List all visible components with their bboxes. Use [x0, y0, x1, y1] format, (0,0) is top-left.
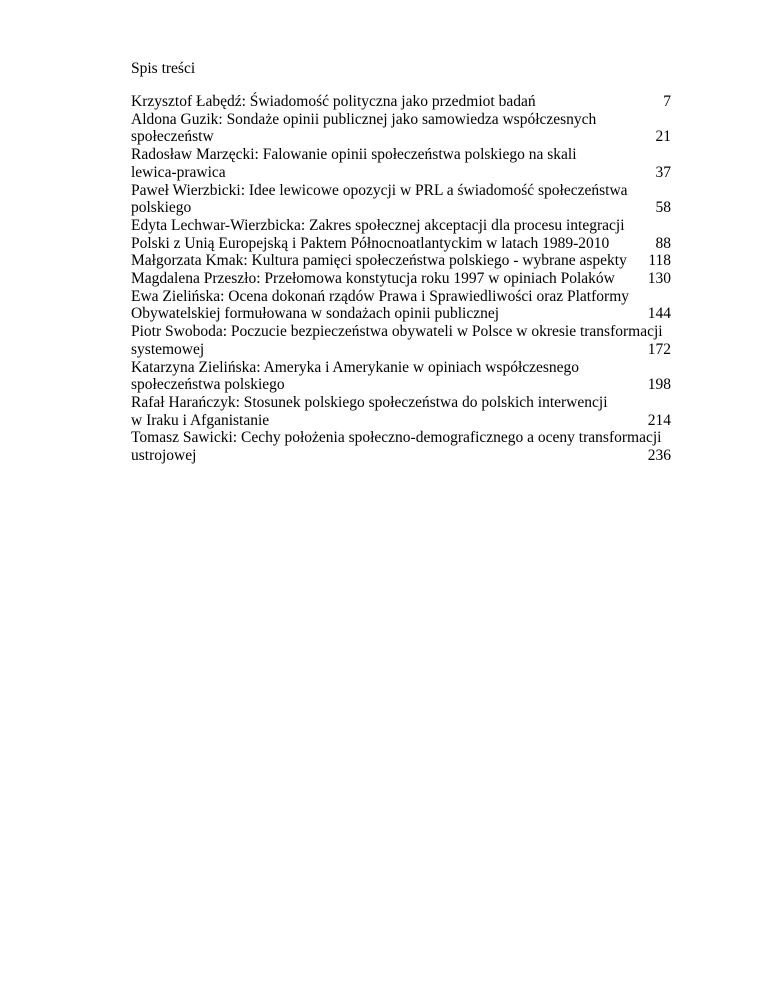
- toc-entry-line: Magdalena Przeszło: Przełomowa konstytucja roku 1997 w opiniach Polaków: [131, 270, 615, 288]
- toc-entry-line: w Iraku i Afganistanie: [131, 411, 270, 429]
- toc-entry: [131, 111, 671, 146]
- toc-entry-line: Edyta Lechwar-Wierzbicka: Zakres społecznej akceptacji dla procesu integracji: [131, 216, 625, 234]
- toc-entry-line: lewica-prawica: [131, 163, 226, 181]
- toc-entry-line: polskiego: [131, 199, 192, 217]
- toc-page-number: 88: [655, 234, 671, 252]
- toc-page-number: 144: [647, 305, 671, 323]
- toc-entry-line: społeczeństw: [131, 128, 214, 146]
- toc-page-number: 236: [647, 447, 671, 465]
- toc-entry-line: Rafał Harańczyk: Stosunek polskiego społeczeństwa do polskich interwencji: [131, 393, 608, 411]
- toc-entry-line: Katarzyna Zielińska: Ameryka i Amerykanie w opiniach współczesnego: [131, 358, 580, 376]
- toc-entry: [131, 252, 671, 270]
- toc-page-number: 198: [647, 376, 671, 394]
- toc-entry-line: Paweł Wierzbicki: Idee lewicowe opozycji w PRL a świadomość społeczeństwa: [131, 181, 628, 199]
- toc-entry: [131, 394, 671, 429]
- toc-entry: [131, 429, 671, 464]
- toc-entry: [131, 146, 671, 181]
- toc-entry-line: Radosław Marzęcki: Falowanie opinii społeczeństwa polskiego na skali: [131, 146, 577, 164]
- toc-entry: [131, 359, 671, 394]
- toc-entry: [131, 288, 671, 323]
- toc-entry-line: Tomasz Sawicki: Cechy położenia społeczno-demograficznego a oceny transformacji: [131, 429, 662, 447]
- toc-entry: [131, 182, 671, 217]
- table-of-contents: [131, 93, 671, 465]
- toc-entry-line: ustrojowej: [131, 447, 197, 465]
- toc-page-number: 37: [655, 163, 671, 181]
- toc-entry: [131, 217, 671, 252]
- toc-entry-line: Obywatelskiej formułowana w sondażach opinii publicznej: [131, 305, 500, 323]
- toc-heading: Spis treści: [131, 60, 196, 77]
- toc-entry-line: systemowej: [131, 340, 205, 358]
- toc-page-number: 172: [647, 340, 671, 358]
- toc-entry: [131, 270, 671, 288]
- toc-page-number: 21: [655, 128, 671, 146]
- toc-entry-line: Polski z Unią Europejską i Paktem Północnoatlantyckim w latach 1989-2010: [131, 234, 610, 252]
- toc-entry-line: społeczeństwa polskiego: [131, 376, 285, 394]
- toc-page-number: 214: [647, 411, 671, 429]
- toc-entry: [131, 93, 671, 111]
- toc-page-number: 7: [663, 93, 671, 110]
- toc-entry-line: Małgorzata Kmak: Kultura pamięci społeczeństwa polskiego - wybrane aspekty: [131, 252, 627, 270]
- toc-entry: [131, 323, 671, 358]
- toc-page-number: 118: [648, 252, 671, 270]
- toc-entry-line: Ewa Zielińska: Ocena dokonań rządów Prawa i Sprawiedliwości oraz Platformy: [131, 287, 629, 305]
- toc-page-number: 130: [647, 270, 671, 288]
- toc-page-number: 58: [655, 199, 671, 217]
- toc-entry-line: Aldona Guzik: Sondaże opinii publicznej jako samowiedza współczesnych: [131, 110, 597, 128]
- toc-entry-line: Piotr Swoboda: Poczucie bezpieczeństwa obywateli w Polsce w okresie transformacji: [131, 323, 663, 341]
- toc-entry-line: Krzysztof Łabędź: Świadomość polityczna jako przedmiot badań: [131, 93, 536, 110]
